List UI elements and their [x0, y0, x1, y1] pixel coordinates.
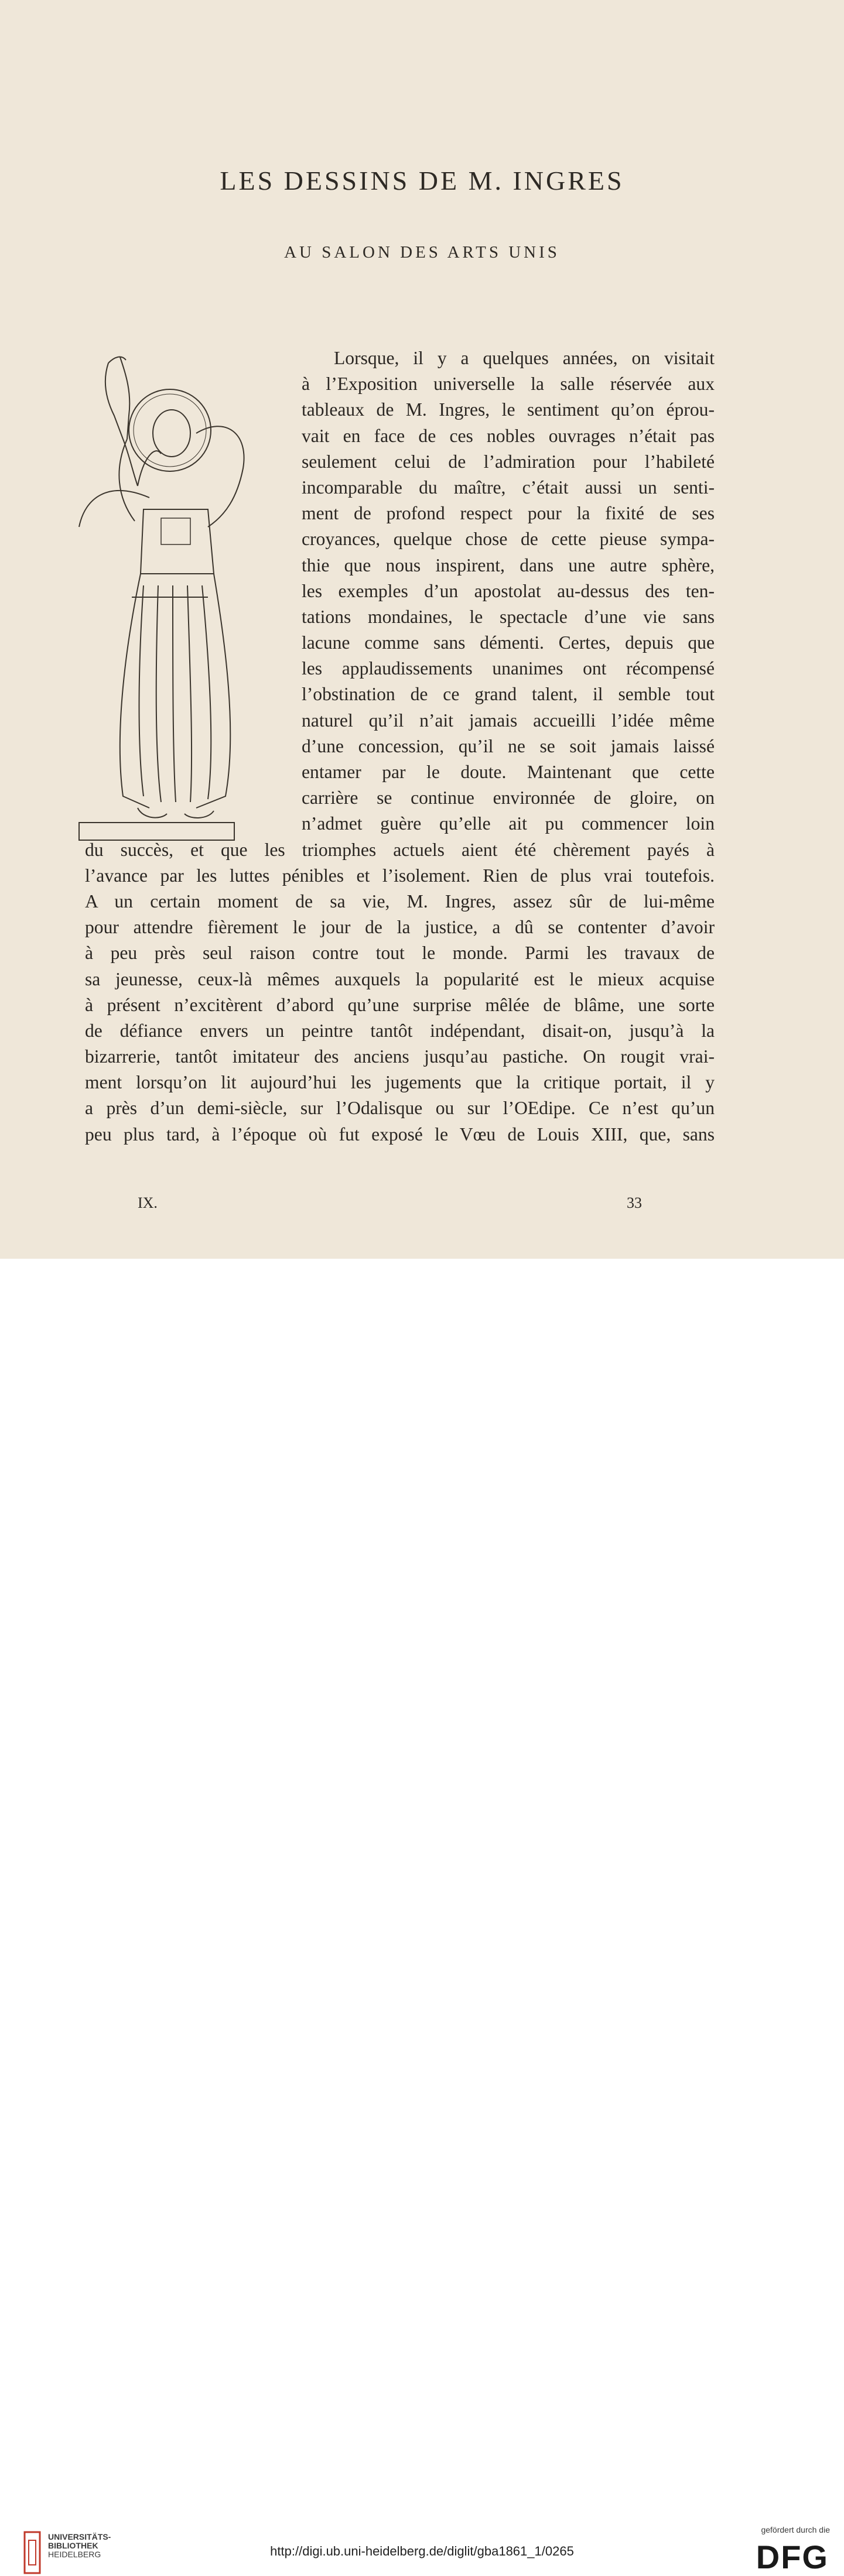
page-number: 33	[627, 1194, 642, 1211]
text-line: les applaudissements unanimes ont récompensé	[302, 658, 715, 679]
article-subtitle: AU SALON DES ARTS UNIS	[284, 243, 560, 262]
text-line: bizarrerie, tantôt imitateur des anciens jusqu’au pastiche. On rougit vrai-	[85, 1046, 715, 1067]
text-line: a près d’un demi-siècle, sur l’Odalisque ou sur l’OEdipe. Ce n’est qu’un	[85, 1098, 715, 1119]
article-body	[85, 345, 715, 1147]
text-line: l’avance par les luttes pénibles et l’isolement. Rien de plus vrai toutefois.	[85, 865, 715, 886]
text-line: vait en face de ces nobles ouvrages n’était pas	[302, 425, 715, 446]
text-line: l’obstination de ce grand talent, il semble tout	[302, 684, 715, 705]
text-line: de défiance envers un peintre tantôt indépendant, disait-on, jusqu’à la	[85, 1020, 715, 1041]
text-line: n’admet guère qu’elle ait pu commencer loin	[302, 813, 715, 834]
text-line: ment lorsqu’on lit aujourd’hui les jugements que la critique portait, il y	[85, 1072, 715, 1093]
text-line: thie que nous inspirent, dans une autre sphère,	[302, 554, 715, 576]
text-line: pour attendre fièrement le jour de la justice, a dû se contenter d’avoir	[85, 917, 715, 938]
text-line: croyances, quelque chose de cette pieuse sympa-	[302, 529, 715, 550]
text-line: du succès, et que les triomphes actuels aient été chèrement payés à	[85, 839, 715, 860]
text-line: Lorsque, il y a quelques années, on visitait	[334, 348, 715, 368]
text-line: entamer par le doute. Maintenant que cette	[302, 762, 715, 782]
scanned-page	[0, 0, 844, 1259]
dfg-logo: DFG	[756, 2539, 829, 2575]
text-line: à présent n’excitèrent d’abord qu’une surprise mêlée de blâme, une sorte	[85, 994, 715, 1015]
text-line: tableaux de M. Ingres, le sentiment qu’on éprou-	[302, 399, 715, 420]
folio-signature: IX.	[138, 1194, 158, 1211]
text-line: naturel qu’il n’ait jamais accueilli l’idée même	[302, 710, 715, 731]
digitization-footer	[0, 1259, 844, 2575]
permalink-url[interactable]: http://digi.ub.uni-heidelberg.de/diglit/gba1861_1/0265	[270, 2544, 574, 2558]
text-line: tations mondaines, le spectacle d’une vie sans	[302, 606, 715, 627]
text-line: incomparable du maître, c’était aussi un senti-	[302, 477, 715, 498]
text-line: à peu près seul raison contre tout le monde. Parmi les travaux de	[85, 943, 715, 964]
text-line: seulement celui de l’admiration pour l’habileté	[302, 451, 715, 472]
text-line: ment de profond respect pour la fixité de ses	[302, 503, 715, 524]
text-line: peu plus tard, à l’époque où fut exposé le Vœu de Louis XIII, que, sans	[85, 1123, 715, 1145]
text-line: carrière se continue environnée de gloire, on	[302, 787, 715, 809]
text-line: lacune comme sans démenti. Certes, depuis que	[302, 632, 715, 653]
text-line: à l’Exposition universelle la salle réservée aux	[302, 374, 715, 395]
text-line: sa jeunesse, ceux-là mêmes auxquels la popularité est le mieux acquise	[85, 968, 715, 989]
text-line: d’une concession, qu’il ne se soit jamais laissé	[302, 735, 715, 756]
article-title: LES DESSINS DE M. INGRES	[220, 166, 624, 196]
text-line: les exemples d’un apostolat au-dessus des ten-	[302, 580, 715, 601]
text-line: A un certain moment de sa vie, M. Ingres, assez sûr de lui-même	[85, 890, 715, 912]
library-name: UNIVERSITÄTS- BIBLIOTHEK HEIDELBERG	[48, 2532, 111, 2559]
funding-label: gefördert durch die	[761, 2525, 830, 2534]
